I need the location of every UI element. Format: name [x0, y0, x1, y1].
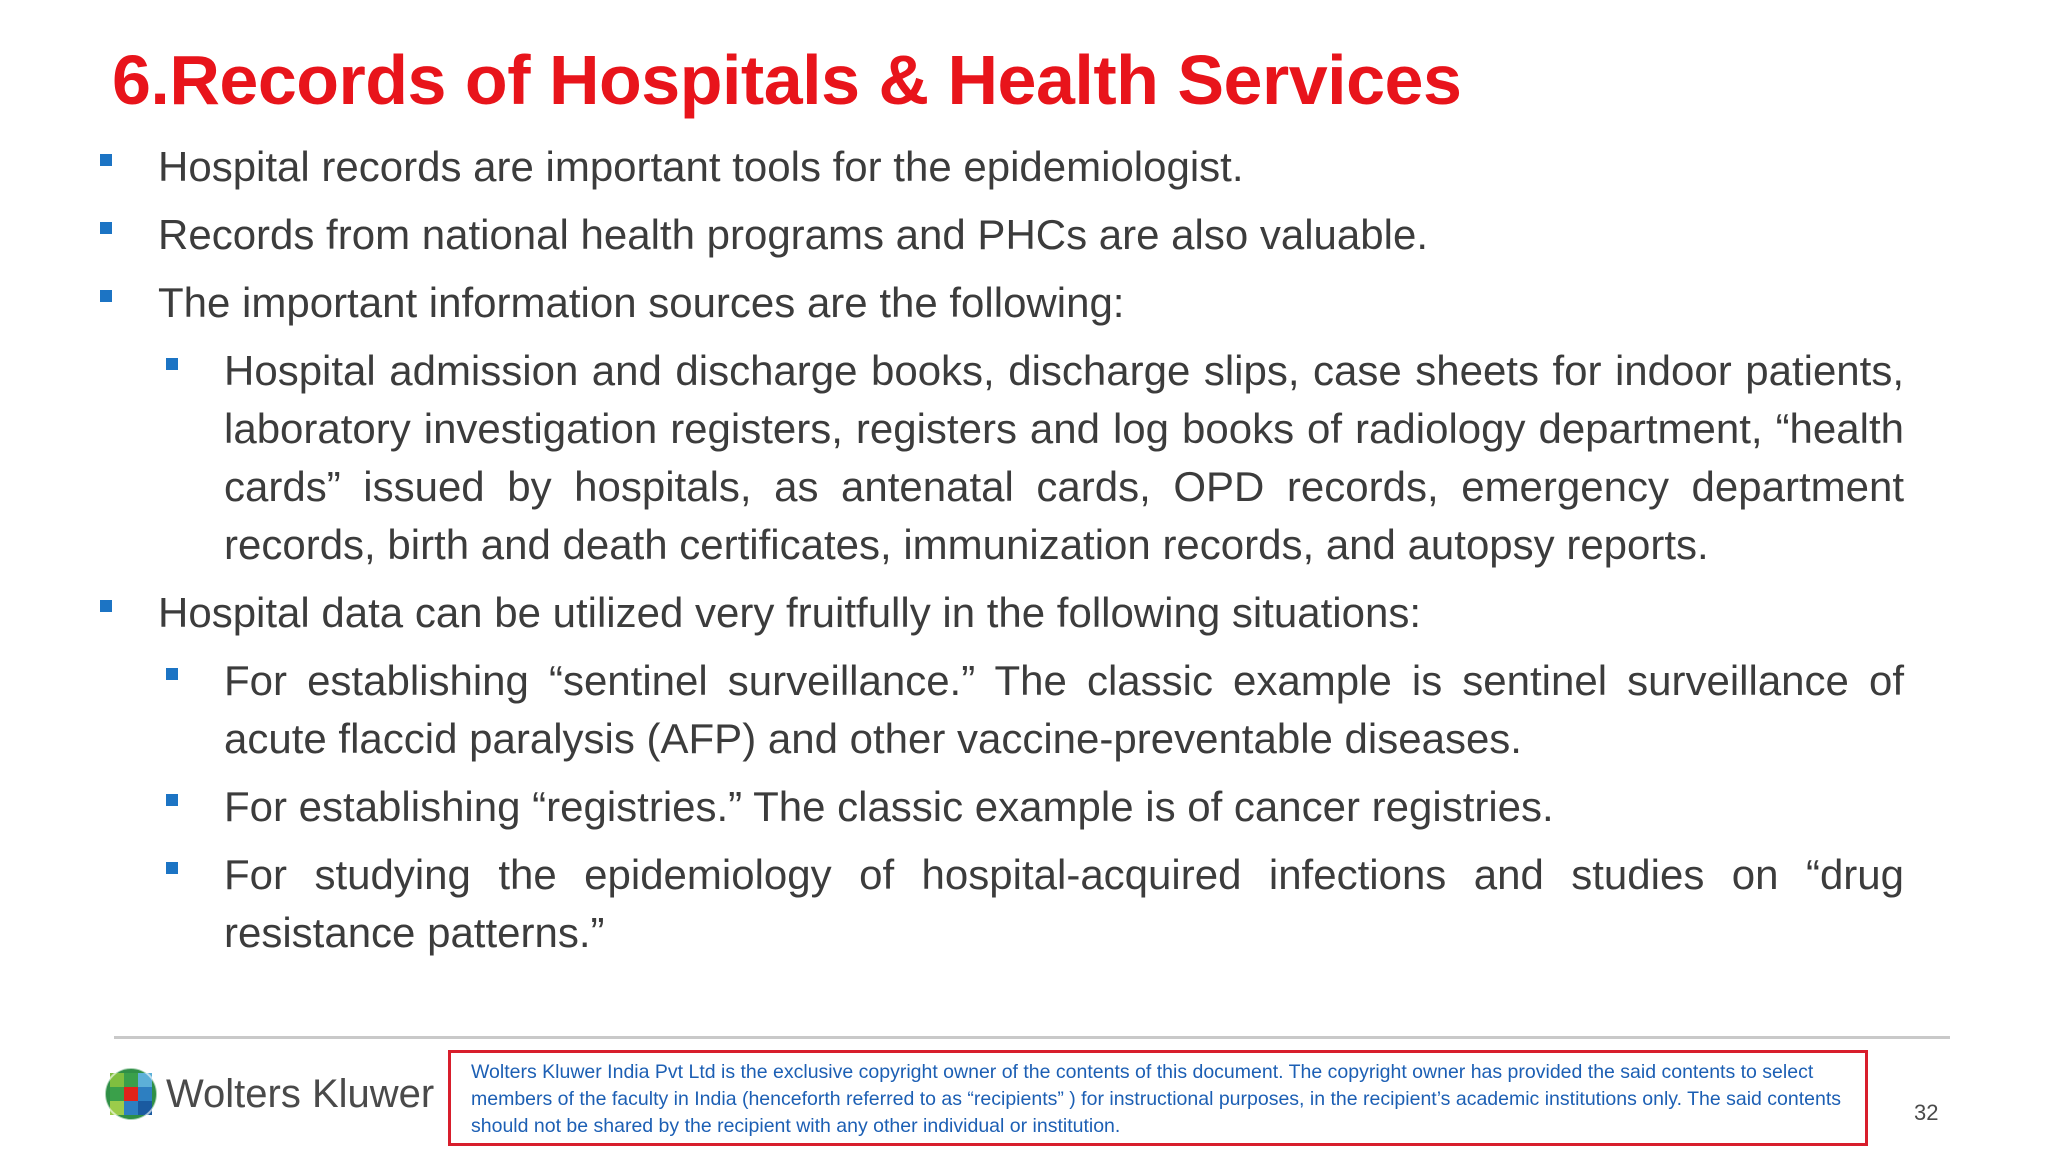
- copyright-notice: Wolters Kluwer India Pvt Ltd is the exclusive copyright owner of the contents of this document. The copyright owner has provided the said contents to select members of the faculty in India (henceforth referred to as “recipients” ) for instructional purposes, in the recipient’s academic institutions only. The said contents should not be shared by the recipient with any other individual or institution.: [448, 1050, 1868, 1146]
- sub-bullet-item: [162, 342, 1904, 574]
- bullet-square-icon: [100, 600, 112, 612]
- bullet-square-icon: [100, 154, 112, 166]
- sub-bullet-text: For establishing “registries.” The classic example is of cancer registries.: [224, 783, 1554, 830]
- sub-bullet-item: [162, 652, 1904, 768]
- bullet-text: Hospital records are important tools for the epidemiologist.: [158, 143, 1244, 190]
- sub-bullet-text: For studying the epidemiology of hospital-acquired infections and studies on “drug resistance patterns.”: [224, 851, 1904, 956]
- sub-bullet-item: [162, 846, 1904, 962]
- logo-text: Wolters Kluwer: [166, 1071, 435, 1116]
- wolters-kluwer-logo-icon: [104, 1067, 158, 1121]
- bullet-item: [96, 138, 1904, 196]
- bullet-item: [96, 584, 1904, 642]
- bullet-text: The important information sources are the following:: [158, 279, 1125, 326]
- bullet-item: [96, 206, 1904, 264]
- page-number: 32: [1914, 1100, 1939, 1125]
- bullet-square-icon: [166, 358, 178, 370]
- bullet-square-icon: [166, 668, 178, 680]
- bullet-item: [96, 274, 1904, 332]
- slide-title: 6.Records of Hospitals & Health Services: [112, 41, 1462, 119]
- bullet-text: Records from national health programs and PHCs are also valuable.: [158, 211, 1428, 258]
- sub-bullet-text: Hospital admission and discharge books, discharge slips, case sheets for indoor patients, laboratory investigation registers, registers and log books of radiology department, “health cards” issued by hospitals, as antenatal cards, OPD records, emergency department records, birth and death certificates, immunization records, and autopsy reports.: [224, 347, 1904, 568]
- bullet-square-icon: [166, 862, 178, 874]
- footer-divider: [114, 1036, 1950, 1039]
- bullet-square-icon: [100, 222, 112, 234]
- sub-bullet-text: For establishing “sentinel surveillance.” The classic example is sentinel surveillance of acute flaccid paralysis (AFP) and other vaccine-preventable diseases.: [224, 657, 1904, 762]
- bullet-square-icon: [166, 794, 178, 806]
- sub-bullet-item: [162, 778, 1904, 836]
- bullet-square-icon: [100, 290, 112, 302]
- footer-logo: [104, 1066, 434, 1122]
- bullet-text: Hospital data can be utilized very fruitfully in the following situations:: [158, 589, 1421, 636]
- slide-content: [96, 138, 1904, 972]
